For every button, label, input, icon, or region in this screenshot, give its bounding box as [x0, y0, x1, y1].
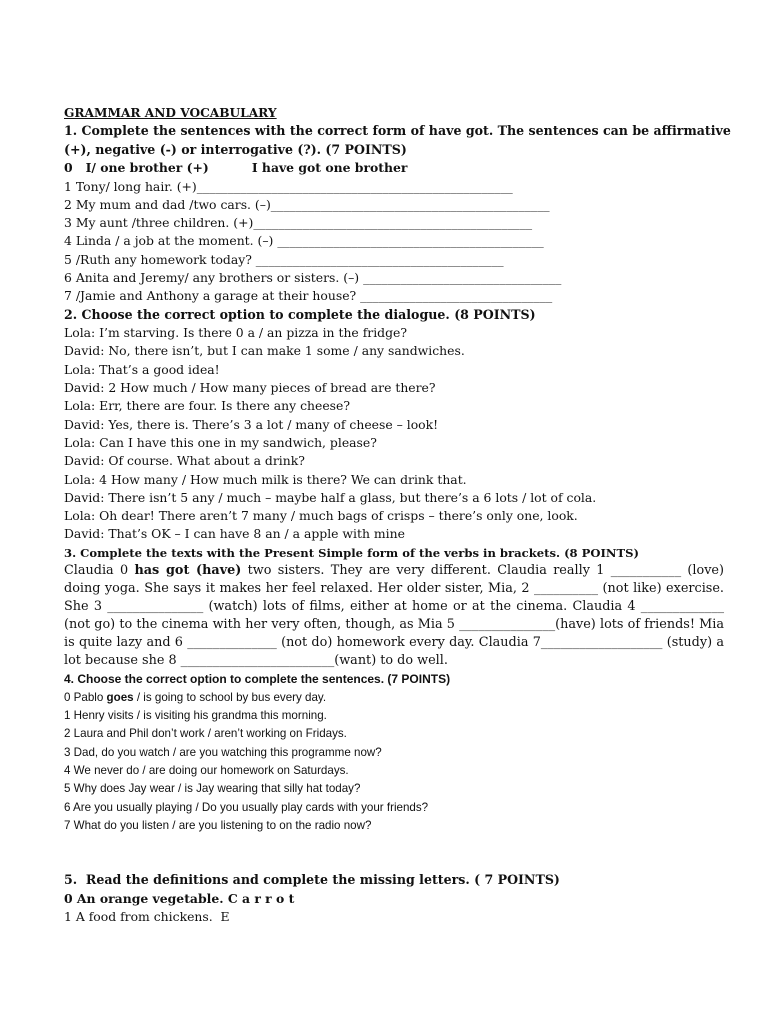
ex4-example [64, 689, 724, 707]
ex1-item-2: 2 My mum and dad /two cars. (–)_____________________________________________ [64, 196, 550, 212]
ex4-item-6: 6 Are you usually playing / Do you usually play cards with your friends? [64, 800, 429, 814]
ex4-item-4: 4 We never do / are doing our homework on Saturdays. [64, 763, 349, 777]
ex2-line-1: Lola: I’m starving. Is there 0 a / an pizza in the fridge? [64, 325, 408, 341]
ex2-line-2: David: No, there isn’t, but I can make 1 some / any sandwiches. [64, 343, 465, 359]
ex1-item-5: 5 /Ruth any homework today? ________________________________________ [64, 251, 504, 267]
ex4-example-start: 0 Pablo [64, 690, 107, 704]
ex1-item-1: 1 Tony/ long hair. (+)___________________________________________________ [64, 178, 513, 194]
ex1-item-7: 7 /Jamie and Anthony a garage at their house? _______________________________ [64, 288, 553, 304]
ex4-example-rest: / is going to school by bus every day. [133, 690, 327, 704]
ex1-heading-line-2: (+), negative (-) or interrogative (?). (7 POINTS) [64, 141, 407, 157]
ex2-line-12: David: That’s OK – I can have 8 an / a apple with mine [64, 526, 405, 542]
section-title: GRAMMAR AND VOCABULARY [64, 106, 277, 120]
exercise-2 [64, 306, 724, 544]
ex1-item-4: 4 Linda / a job at the moment. (–) ___________________________________________ [64, 233, 544, 249]
exercise-4 [64, 670, 724, 835]
exercise-1 [64, 122, 731, 305]
ex5-example: 0 An orange vegetable. C a r r o t [64, 890, 295, 906]
ex4-item-7: 7 What do you listen / are you listening to on the radio now? [64, 818, 372, 832]
ex4-item-5: 5 Why does Jay wear / is Jay wearing that silly hat today? [64, 782, 361, 796]
ex3-text-rest: two sisters. They are very different. Claudia really 1 ___________ (love) doing yoga. She says it makes her feel relaxed. Her older sister, Mia, 2 __________ (not like) exercise. She 3 _______________ (watch) lots of films, either at home or at the cinema. Claudia 4 _____________ (not go) to the cinema with her very often, though, as Mia 5 _______________(have) lots of friends! Mia is quite lazy and 6 ______________ (not do) homework every day. Claudia 7___________________ (study) a lot because she 8 ________________________(want) to do well. [64, 562, 724, 669]
ex2-line-8: David: Of course. What about a drink? [64, 453, 305, 469]
blank-space [64, 835, 724, 871]
worksheet [64, 104, 731, 926]
ex5-heading: 5. Read the definitions and complete the missing letters. ( 7 POINTS) [64, 872, 560, 888]
ex1-item-6: 6 Anita and Jeremy/ any brothers or sisters. (–) ________________________________ [64, 270, 562, 286]
ex4-item-1: 1 Henry visits / is visiting his grandma this morning. [64, 709, 327, 723]
ex1-item-3: 3 My aunt /three children. (+)_____________________________________________ [64, 215, 533, 231]
ex2-line-11: Lola: Oh dear! There aren’t 7 many / much bags of crisps – there’s only one, look. [64, 508, 578, 524]
exercise-3 [64, 544, 724, 671]
ex3-paragraph [64, 562, 724, 671]
ex3-example-answer: has got (have) [134, 562, 242, 578]
ex2-line-3: Lola: That’s a good idea! [64, 361, 220, 377]
ex5-item-1: 1 A food from chickens. E [64, 908, 230, 924]
ex2-heading: 2. Choose the correct option to complete the dialogue. (8 POINTS) [64, 306, 536, 322]
ex2-line-9: Lola: 4 How many / How much milk is there? We can drink that. [64, 471, 467, 487]
ex2-line-4: David: 2 How much / How many pieces of bread are there? [64, 380, 436, 396]
ex2-line-10: David: There isn’t 5 any / much – maybe half a glass, but there’s a 6 lots / lot of cola. [64, 489, 597, 505]
ex4-example-answer: goes [106, 690, 134, 704]
ex1-heading-line-1: 1. Complete the sentences with the correct form of have got. The sentences can be affirmative [64, 123, 731, 139]
ex3-text-start: Claudia 0 [64, 562, 135, 578]
ex3-heading: 3. Complete the texts with the Present Simple form of the verbs in brackets. (8 POINTS) [64, 545, 639, 560]
exercise-5 [64, 871, 724, 926]
ex4-item-3: 3 Dad, do you watch / are you watching this programme now? [64, 745, 382, 759]
ex2-line-7: Lola: Can I have this one in my sandwich, please? [64, 434, 377, 450]
ex4-item-2: 2 Laura and Phil don’t work / aren’t working on Fridays. [64, 727, 347, 741]
ex2-line-6: David: Yes, there is. There’s 3 a lot / many of cheese – look! [64, 416, 439, 432]
ex2-line-5: Lola: Err, there are four. Is there any cheese? [64, 398, 350, 414]
ex4-heading: 4. Choose the correct option to complete the sentences. (7 POINTS) [64, 672, 451, 687]
ex1-example: 0 I/ one brother (+) I have got one brother [64, 160, 408, 176]
